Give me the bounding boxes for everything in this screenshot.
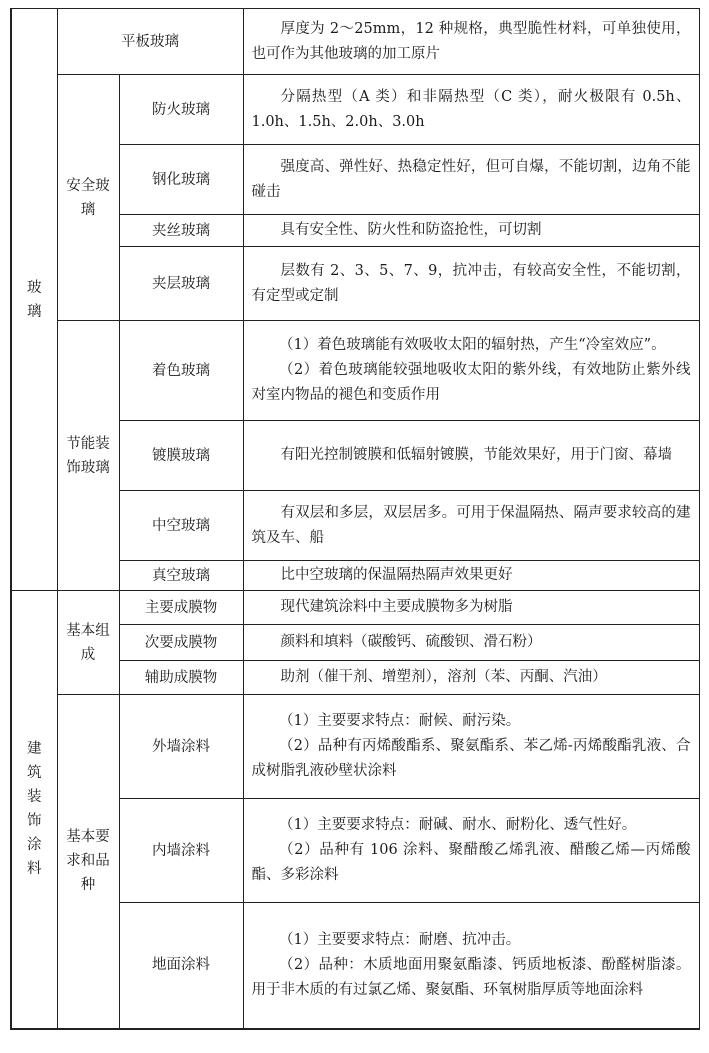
category-glass: 玻璃: [11, 9, 57, 591]
item-description: 颜料和填料（碳酸钙、硫酸钡、滑石粉）: [243, 625, 699, 661]
item-description: （1）着色玻璃能有效吸收太阳的辐射热，产生“冷室效应”。 （2）着色玻璃能较强地吸收太阳的紫外线，有效地防止紫外线对室内物品的褪色和变质作用: [243, 321, 699, 421]
table-row: [11, 75, 699, 145]
table-row: [11, 591, 699, 625]
item-name: 外墙涂料: [119, 695, 243, 799]
item-description: 有阳光控制镀膜和低辐射镀膜，节能效果好，用于门窗、幕墙: [243, 421, 699, 491]
table-row: [11, 9, 699, 75]
item-description: （1）主要要求特点：耐候、耐污染。 （2）品种有丙烯酸酯系、聚氨酯系、苯乙烯-丙烯酸酯乳液、合成树脂乳液砂壁状涂料: [243, 695, 699, 799]
item-description: 具有安全性、防火性和防盗抢性，可切割: [243, 215, 699, 247]
item-description: 层数有 2、3、5、7、9，抗冲击，有较高安全性，不能切割，有定型或定制: [243, 247, 699, 321]
item-description: 厚度为 2～25mm，12 种规格，典型脆性材料，可单独使用，也可作为其他玻璃的加工原片: [243, 9, 699, 75]
category-coating: 建筑装饰涂料: [11, 591, 57, 1029]
subcategory-safety-glass: 安全玻璃: [57, 75, 119, 321]
item-name: 夹层玻璃: [119, 247, 243, 321]
subcategory-requirements-varieties: 基本要求和品种: [57, 695, 119, 1029]
item-name: 主要成膜物: [119, 591, 243, 625]
item-description: （1）主要要求特点：耐碱、耐水、耐粉化、透气性好。 （2）品种有 106 涂料、聚醋酸乙烯乳液、醋酸乙烯—丙烯酸酯、多彩涂料: [243, 799, 699, 903]
item-name: 防火玻璃: [119, 75, 243, 145]
table-row: [11, 695, 699, 799]
item-name: 平板玻璃: [57, 9, 243, 75]
item-description: 有双层和多层，双层居多。可用于保温隔热、隔声要求较高的建筑及车、船: [243, 491, 699, 561]
materials-table: [10, 8, 700, 1030]
item-name: 着色玻璃: [119, 321, 243, 421]
item-description: 现代建筑涂料中主要成膜物多为树脂: [243, 591, 699, 625]
item-name: 钢化玻璃: [119, 145, 243, 215]
item-description: 强度高、弹性好、热稳定性好，但可自爆，不能切割，边角不能碰击: [243, 145, 699, 215]
item-name: 夹丝玻璃: [119, 215, 243, 247]
item-description: 比中空玻璃的保温隔热隔声效果更好: [243, 561, 699, 591]
table-row: [11, 321, 699, 421]
item-name: 内墙涂料: [119, 799, 243, 903]
item-name: 镀膜玻璃: [119, 421, 243, 491]
item-name: 中空玻璃: [119, 491, 243, 561]
subcategory-energy-glass: 节能装饰玻璃: [57, 321, 119, 591]
item-description: 分隔热型（A 类）和非隔热型（C 类），耐火极限有 0.5h、1.0h、1.5h、2.0h、3.0h: [243, 75, 699, 145]
item-name: 次要成膜物: [119, 625, 243, 661]
item-name: 地面涂料: [119, 903, 243, 1029]
item-description: 助剂（催干剂、增塑剂），溶剂（苯、丙酮、汽油）: [243, 661, 699, 695]
subcategory-basic-composition: 基本组成: [57, 591, 119, 695]
item-name: 辅助成膜物: [119, 661, 243, 695]
item-description: （1）主要要求特点：耐磨、抗冲击。 （2）品种：木质地面用聚氨酯漆、钙质地板漆、酚醛树脂漆。用于非木质的有过氯乙烯、聚氨酯、环氧树脂厚质等地面涂料: [243, 903, 699, 1029]
item-name: 真空玻璃: [119, 561, 243, 591]
